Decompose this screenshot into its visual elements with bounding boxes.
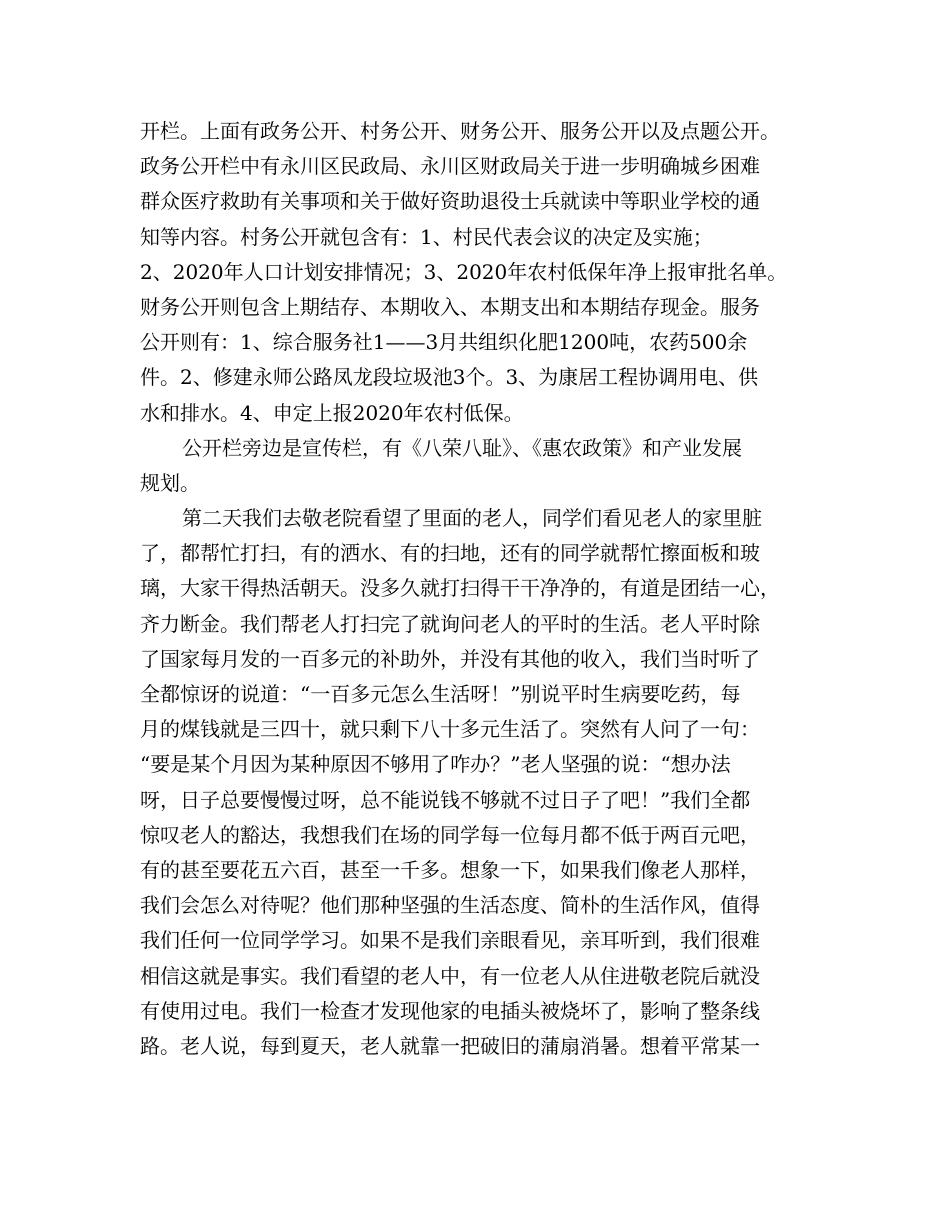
text-line: 政务公开栏中有永川区民政局、永川区财政局关于进一步明确城乡困难: [140, 154, 760, 179]
text-line: “要是某个月因为某种原因不够用了咋办？”老人坚强的说：“想办法: [140, 752, 731, 777]
text-line: 规划。: [140, 470, 200, 495]
text-line: 有的甚至要花五六百，甚至一千多。想象一下，如果我们像老人那样，: [140, 857, 760, 882]
text-line: 公开则有：1、综合服务社1——3月共组织化肥1200吨，农药500余: [140, 330, 748, 355]
text-line: 了，都帮忙打扫，有的洒水、有的扫地，还有的同学就帮忙擦面板和玻: [140, 541, 760, 566]
text-line: 我们会怎么对待呢？他们那种坚强的生活态度、简朴的生活作风，值得: [140, 893, 760, 918]
text-line: 路。老人说，每到夏天，老人就靠一把破旧的蒲扇消暑。想着平常某一: [140, 1033, 760, 1058]
text-line: 了国家每月发的一百多元的补助外，并没有其他的收入，我们当时听了: [140, 646, 760, 671]
text-line: 财务公开则包含上期结存、本期收入、本期支出和本期结存现金。服务: [140, 294, 760, 319]
body-text: [140, 114, 820, 1064]
text-line: 相信这就是事实。我们看望的老人中，有一位老人从住进敬老院后就没: [140, 963, 760, 988]
text-line: 璃，大家干得热活朝天。没多久就打扫得干干净净的，有道是团结一心，: [140, 576, 780, 601]
text-line: 呀，日子总要慢慢过呀，总不能说钱不够就不过日子了吧！”我们全都: [140, 787, 751, 812]
paragraph-first-line: 公开栏旁边是宣传栏，有《八荣八耻》、《惠农政策》和产业发展: [182, 435, 742, 460]
text-line: 有使用过电。我们一检查才发现他家的电插头被烧坏了，影响了整条线: [140, 998, 760, 1023]
text-line: 齐力断金。我们帮老人打扫完了就询问老人的平时的生活。老人平时除: [140, 611, 760, 636]
text-line: 2、2020年人口计划安排情况；3、2020年农村低保年净上报审批名单。: [140, 259, 788, 284]
text-line: 件。2、修建永师公路凤龙段垃圾池3个。3、为康居工程协调用电、供: [140, 365, 759, 390]
text-line: 群众医疗救助有关事项和关于做好资助退役士兵就读中等职业学校的通: [140, 189, 760, 214]
text-line: 开栏。上面有政务公开、村务公开、财务公开、服务公开以及点题公开。: [140, 119, 780, 143]
paragraph-first-line: 第二天我们去敬老院看望了里面的老人，同学们看见老人的家里脏: [182, 506, 762, 531]
text-line: 水和排水。4、申定上报2020年农村低保。: [140, 400, 524, 425]
text-line: 我们任何一位同学学习。如果不是我们亲眼看见，亲耳听到，我们很难: [140, 928, 760, 953]
text-line: 知等内容。村务公开就包含有：1、村民代表会议的决定及实施；: [140, 224, 713, 249]
text-line: 全都惊讶的说道：“一百多元怎么生活呀！”别说平时生病要吃药，每: [140, 682, 741, 706]
text-line: 月的煤钱就是三四十，就只剩下八十多元生活了。突然有人问了一句：: [140, 717, 760, 742]
text-line: 惊叹老人的豁达，我想我们在场的同学每一位每月都不低于两百元吧，: [140, 822, 760, 847]
